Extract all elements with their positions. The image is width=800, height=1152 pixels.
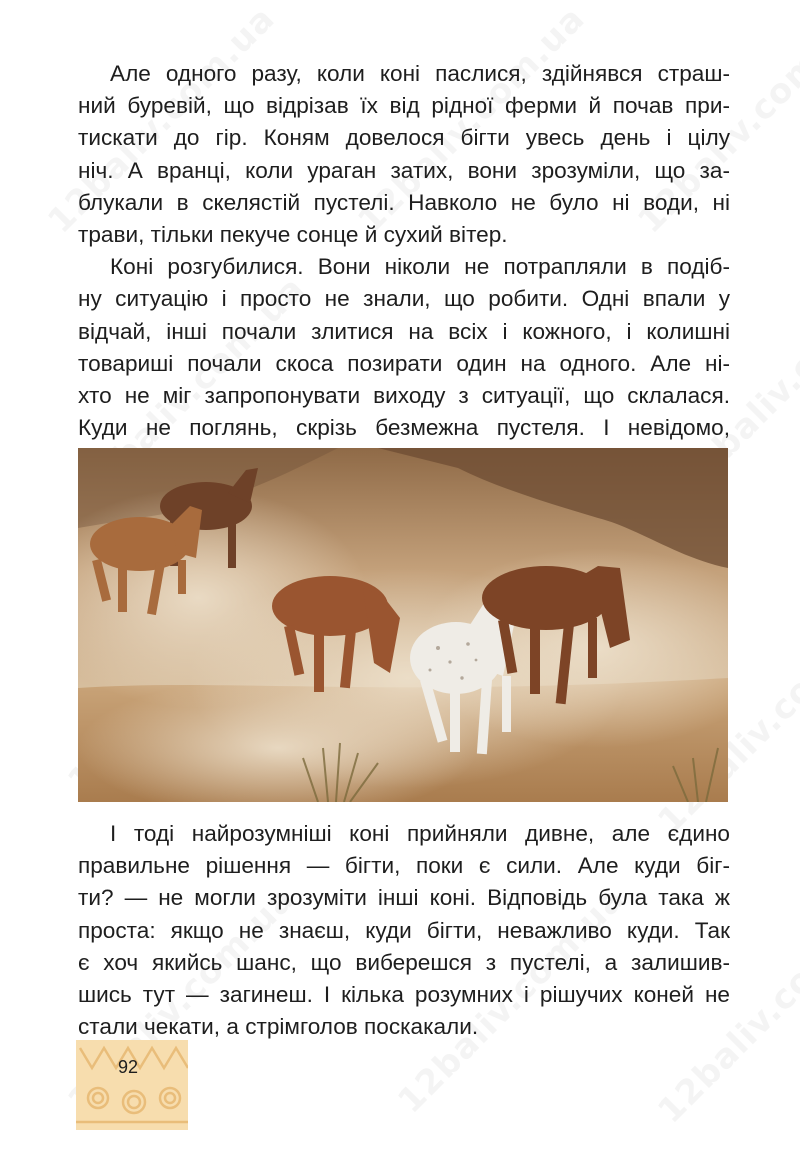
- text-line: Але одного разу, коли коні паслися, здійнявся страш-: [110, 61, 730, 86]
- text-line: проста: якщо не знаєш, куди бігти, неважливо куди. Так: [78, 917, 730, 943]
- text-line: Куди не поглянь, скрізь безмежна пустеля. І невідомо,: [78, 415, 730, 441]
- text-line: ний буревій, що відрізав їх від рідної ферми й почав при-: [78, 93, 730, 119]
- text-line: шись тут — загинеш. І кілька розумних і рішучих коней не: [78, 981, 730, 1007]
- text-line: ніч. А вранці, коли ураган затих, вони зрозуміли, що за-: [78, 157, 730, 183]
- text-line: блукали в скелястій пустелі. Навколо не було ні води, ні: [78, 189, 730, 215]
- page-number: 92: [118, 1057, 139, 1077]
- horses-photo: [78, 448, 728, 802]
- text-block-bottom: [78, 818, 730, 1043]
- paragraph-decision: [78, 818, 730, 1043]
- text-line: тискати до гір. Коням довелося бігти увесь день і цілу: [78, 125, 730, 151]
- text-line: стали чекати, а стрімголов поскакали.: [78, 1014, 479, 1040]
- text-line: відчай, інші почали злитися на всіх і кожного, і колишні: [78, 318, 730, 344]
- text-line: хто не міг запропонувати виходу з ситуації, що склалася.: [78, 382, 730, 408]
- page-ornament: [76, 1040, 188, 1130]
- paragraph-storm: [78, 58, 730, 251]
- text-line: Коні розгубилися. Вони ніколи не потрапляли в подіб-: [110, 254, 730, 280]
- text-line: є хоч якийсь шанс, що виберешся з пустелі, а залишив-: [78, 949, 730, 975]
- text-block-top: [78, 58, 730, 476]
- text-line: трави, тільки пекуче сонце й сухий вітер.: [78, 221, 508, 247]
- text-line: ти? — не могли зрозуміти інші коні. Відповідь була така ж: [78, 885, 730, 911]
- text-line: товариші почали скоса позирати один на одного. Але ні-: [78, 350, 730, 376]
- paragraph-confusion: [78, 251, 730, 476]
- text-line: ну ситуацію і просто не знали, що робити. Одні впали у: [78, 286, 730, 312]
- text-line: І тоді найрозумніші коні прийняли дивне, але єдино: [110, 821, 730, 846]
- text-line: правильне рішення — бігти, поки є сили. Але куди біг-: [78, 853, 730, 879]
